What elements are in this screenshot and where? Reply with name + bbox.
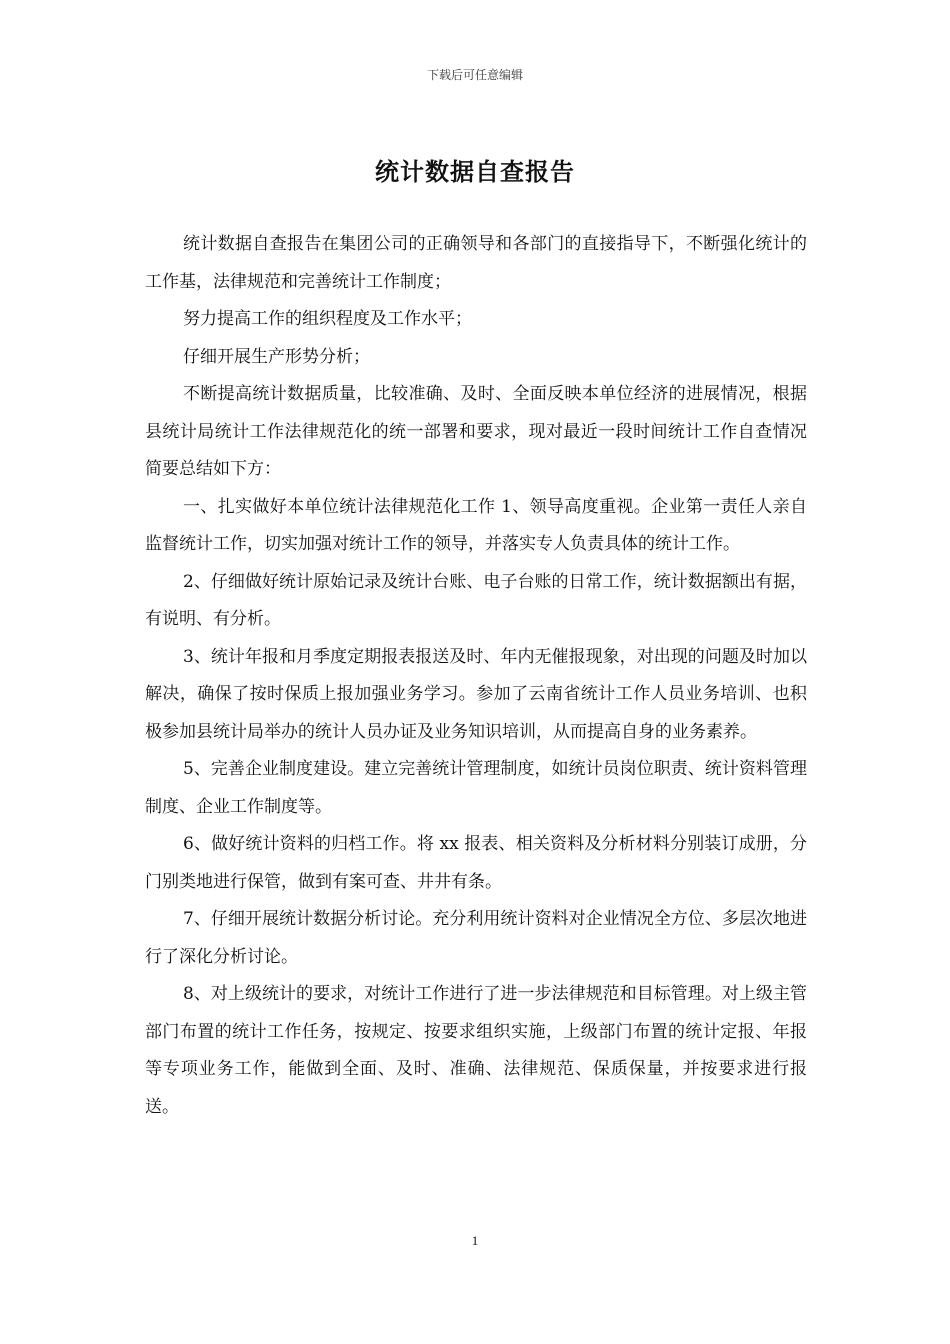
paragraph: 统计数据自查报告在集团公司的正确领导和各部门的直接指导下，不断强化统计的工作基，法律规范和完善统计工作制度； — [145, 234, 807, 292]
paragraph: 5、完善企业制度建设。建立完善统计管理制度，如统计员岗位职责、统计资料管理制度、企业工作制度等。 — [145, 759, 807, 817]
paragraph: 努力提高工作的组织程度及工作水平； — [183, 309, 472, 329]
paragraph: 一、扎实做好本单位统计法律规范化工作 1、领导高度重视。企业第一责任人亲自监督统计工作，切实加强对统计工作的领导，并落实专人负责具体的统计工作。 — [145, 496, 807, 554]
paragraph: 6、做好统计资料的归档工作。将 xx 报表、相关资料及分析材料分别装订成册，分门别类地进行保管，做到有案可查、井井有条。 — [145, 834, 807, 892]
paragraph: 不断提高统计数据质量，比较准确、及时、全面反映本单位经济的进展情况，根据县统计局统计工作法律规范化的统一部署和要求，现对最近一段时间统计工作自查情况简要总结如下方： — [145, 384, 807, 479]
paragraph: 2、仔细做好统计原始记录及统计台账、电子台账的日常工作，统计数据额出有据，有说明、有分析。 — [145, 571, 807, 629]
paragraph: 8、对上级统计的要求，对统计工作进行了进一步法律规范和目标管理。对上级主管部门布置的统计工作任务，按规定、按要求组织实施，上级部门布置的统计定报、年报等专项业务工作，能做到全面、及时、准确、法律规范、保质保量，并按要求进行报送。 — [145, 984, 807, 1117]
page-number: 1 — [471, 1233, 479, 1248]
paragraph: 3、统计年报和月季度定期报表报送及时、年内无催报现象，对出现的问题及时加以解决，确保了按时保质上报加强业务学习。参加了云南省统计工作人员业务培训、也积极参加县统计局举办的统计人员办证及业务知识培训，从而提高自身的业务素养。 — [145, 646, 807, 742]
document-title: 统计数据自查报告 — [375, 158, 575, 186]
document-body — [145, 226, 807, 1126]
header-note: 下载后可任意编辑 — [426, 68, 523, 82]
paragraph: 仔细开展生产形势分析； — [183, 346, 370, 367]
paragraph: 7、仔细开展统计数据分析讨论。充分利用统计资料对企业情况全方位、多层次地进行了深化分析讨论。 — [145, 909, 807, 967]
